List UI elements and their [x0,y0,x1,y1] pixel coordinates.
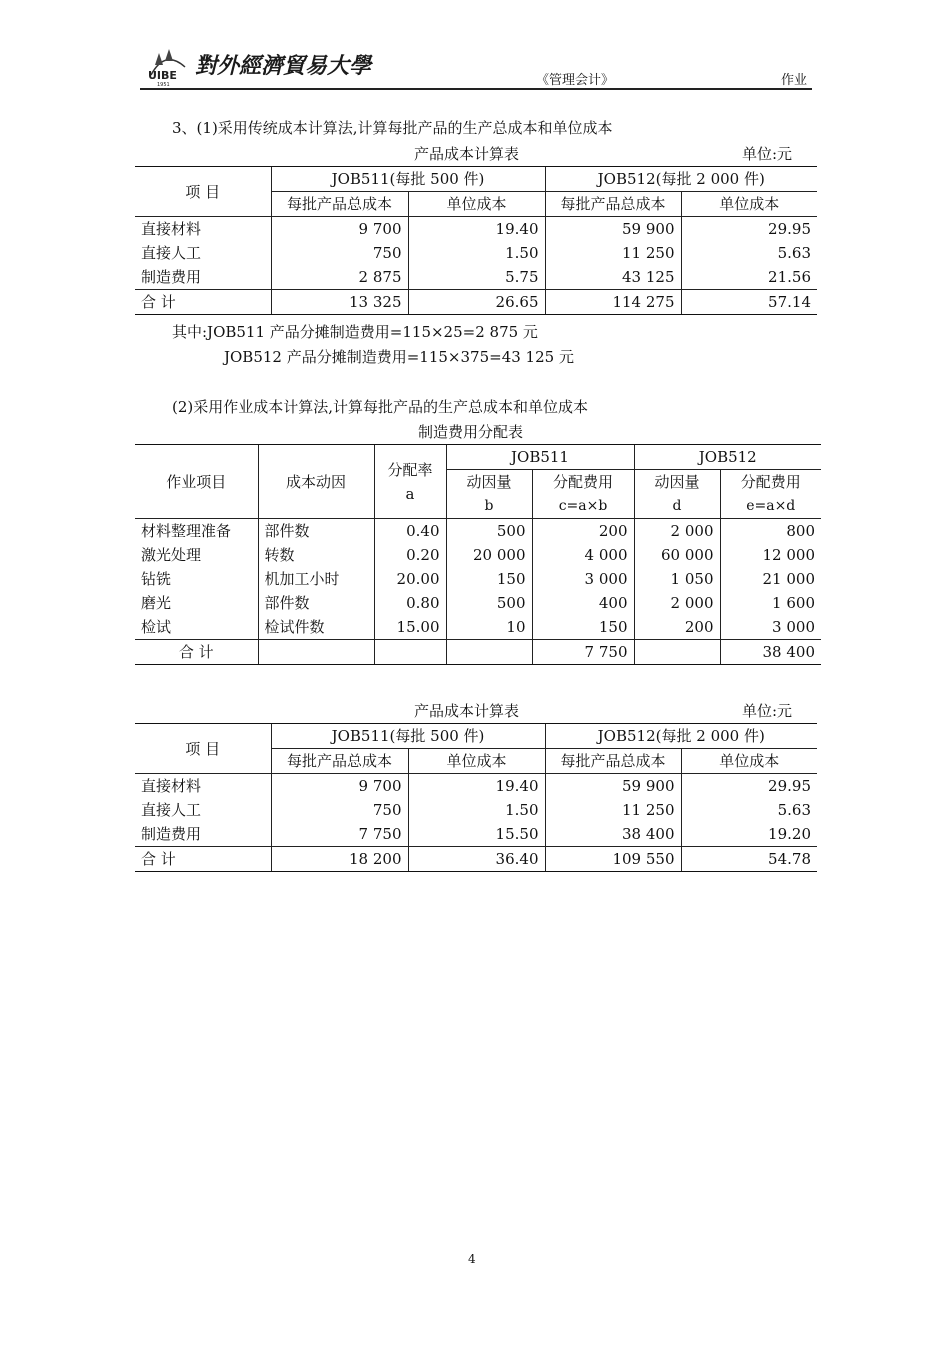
cell: 20.00 [374,567,446,591]
cell: 0.20 [374,543,446,567]
activity-header: 作业项目 [135,445,258,519]
subheader-unit-cost: 单位成本 [408,192,545,217]
job511-header: JOB511(每批 500 件) [271,167,545,192]
table-row [135,615,821,640]
section1-unit: 单位:元 [742,145,793,163]
cell: 38 400 [720,640,821,665]
cell: 7 750 [271,822,408,847]
header-rule [140,88,812,90]
cell: 9 700 [271,217,408,242]
cell: 19.40 [408,774,545,799]
table-row [135,591,821,615]
alloc-header: 分配费用 [532,470,634,495]
logo-year: 1951 [157,82,170,88]
cell: 29.95 [681,217,817,242]
cell: 1.50 [408,241,545,265]
cost-driver: 部件数 [258,519,374,544]
cell: 5.75 [408,265,545,290]
rate-label: 分配率 [387,460,433,479]
row-label: 直接人工 [141,801,202,819]
activity-name: 材料整理准备 [141,522,232,540]
cell: 59 900 [545,217,681,242]
course-title: 《管理会计》 [536,73,615,88]
page-number: 4 [468,1252,476,1266]
cell: 21 000 [720,567,821,591]
logo-emblem-icon [148,49,185,88]
subheader-unit-cost: 单位成本 [681,749,817,774]
cell: 60 000 [634,543,720,567]
cell: 150 [532,615,634,640]
cell: 750 [271,798,408,822]
job511-header: JOB511 [446,445,634,470]
cell: 29.95 [681,774,817,799]
cell: 18 200 [271,847,408,872]
cell: 2 000 [634,591,720,615]
cell: 38 400 [545,822,681,847]
cell: 15.00 [374,615,446,640]
rate-header [374,445,446,519]
cell: 5.63 [681,798,817,822]
cell: 400 [532,591,634,615]
cell: 15.50 [408,822,545,847]
e-header: e=a×d [720,494,821,519]
c-header: c=a×b [532,494,634,519]
logo-text: UIBE [148,69,177,82]
note-job512: JOB512 产品分摊制造费用=115×375=43 125 元 [224,348,574,366]
alloc-header: 分配费用 [720,470,821,495]
subheader-total-cost: 每批产品总成本 [271,192,408,217]
subheader-unit-cost: 单位成本 [408,749,545,774]
cell: 200 [532,519,634,544]
cell [634,640,720,665]
cell: 750 [271,241,408,265]
cell: 7 750 [532,640,634,665]
cell [258,640,374,665]
section2-table-title: 制造费用分配表 [418,423,524,441]
section1-table-title: 产品成本计算表 [414,145,520,163]
total-row [135,847,817,872]
cell: 12 000 [720,543,821,567]
section1-heading: 3、(1)采用传统成本计算法,计算每批产品的生产总成本和单位成本 [172,119,613,137]
job512-header: JOB512(每批 2 000 件) [545,724,817,749]
cell: 54.78 [681,847,817,872]
cell: 19.20 [681,822,817,847]
cell: 200 [634,615,720,640]
cell: 21.56 [681,265,817,290]
cell: 0.80 [374,591,446,615]
col-item-header: 项 目 [135,724,271,774]
activity-cost-table [135,723,817,872]
table-row [135,519,821,544]
cell: 36.40 [408,847,545,872]
col-item-header: 项 目 [135,167,271,217]
job512-header: JOB512 [634,445,821,470]
cell: 114 275 [545,290,681,315]
cell: 500 [446,519,532,544]
row-label: 直接材料 [141,220,202,238]
table-row [135,265,817,290]
cell: 9 700 [271,774,408,799]
cell: 1.50 [408,798,545,822]
overhead-allocation-table [135,444,821,665]
row-label: 合 计 [135,290,271,315]
cell: 43 125 [545,265,681,290]
qty-header: 动因量 [634,470,720,495]
table-row [135,774,817,799]
activity-name: 钻铣 [141,570,172,588]
cell: 500 [446,591,532,615]
subheader-total-cost: 每批产品总成本 [271,749,408,774]
cell: 59 900 [545,774,681,799]
activity-name: 磨光 [141,594,172,612]
cell [374,640,446,665]
cell: 19.40 [408,217,545,242]
traditional-cost-table [135,166,817,315]
qty-header: 动因量 [446,470,532,495]
cell: 26.65 [408,290,545,315]
cell: 0.40 [374,519,446,544]
row-label: 合 计 [135,640,258,665]
subheader-unit-cost: 单位成本 [681,192,817,217]
cell: 109 550 [545,847,681,872]
cell: 800 [720,519,821,544]
section3-table-title: 产品成本计算表 [414,702,520,720]
university-logo [145,45,372,88]
table-row [135,822,817,847]
cell: 150 [446,567,532,591]
b-header: b [446,494,532,519]
note-job511: 其中:JOB511 产品分摊制造费用=115×25=2 875 元 [172,323,538,341]
driver-header: 成本动因 [258,445,374,519]
cell [446,640,532,665]
activity-name: 激光处理 [141,546,202,564]
rate-symbol: a [405,484,415,503]
section2-heading: (2)采用作业成本计算法,计算每批产品的生产总成本和单位成本 [172,398,589,416]
table-row [135,567,821,591]
cost-driver: 机加工小时 [258,567,374,591]
cost-driver: 部件数 [258,591,374,615]
cell: 5.63 [681,241,817,265]
cell: 3 000 [720,615,821,640]
total-row [135,640,821,665]
cell: 57.14 [681,290,817,315]
d-header: d [634,494,720,519]
row-label: 直接材料 [141,777,202,795]
university-name: 對外經濟貿易大學 [195,53,372,79]
cell: 3 000 [532,567,634,591]
cell: 13 325 [271,290,408,315]
row-label: 制造费用 [141,825,202,843]
table-row [135,543,821,567]
cell: 10 [446,615,532,640]
activity-name: 检试 [141,618,172,636]
job511-header: JOB511(每批 500 件) [271,724,545,749]
cell: 2 875 [271,265,408,290]
cell: 4 000 [532,543,634,567]
row-label: 制造费用 [141,268,202,286]
cell: 11 250 [545,241,681,265]
section3-unit: 单位:元 [742,702,793,720]
row-label: 直接人工 [141,244,202,262]
document-type: 作业 [781,73,808,88]
cost-driver: 检试件数 [258,615,374,640]
cost-driver: 转数 [258,543,374,567]
total-row [135,290,817,315]
cell: 1 050 [634,567,720,591]
row-label: 合 计 [135,847,271,872]
subheader-total-cost: 每批产品总成本 [545,192,681,217]
subheader-total-cost: 每批产品总成本 [545,749,681,774]
cell: 1 600 [720,591,821,615]
table-row [135,241,817,265]
table-row [135,217,817,242]
cell: 2 000 [634,519,720,544]
job512-header: JOB512(每批 2 000 件) [545,167,817,192]
cell: 11 250 [545,798,681,822]
cell: 20 000 [446,543,532,567]
table-row [135,798,817,822]
